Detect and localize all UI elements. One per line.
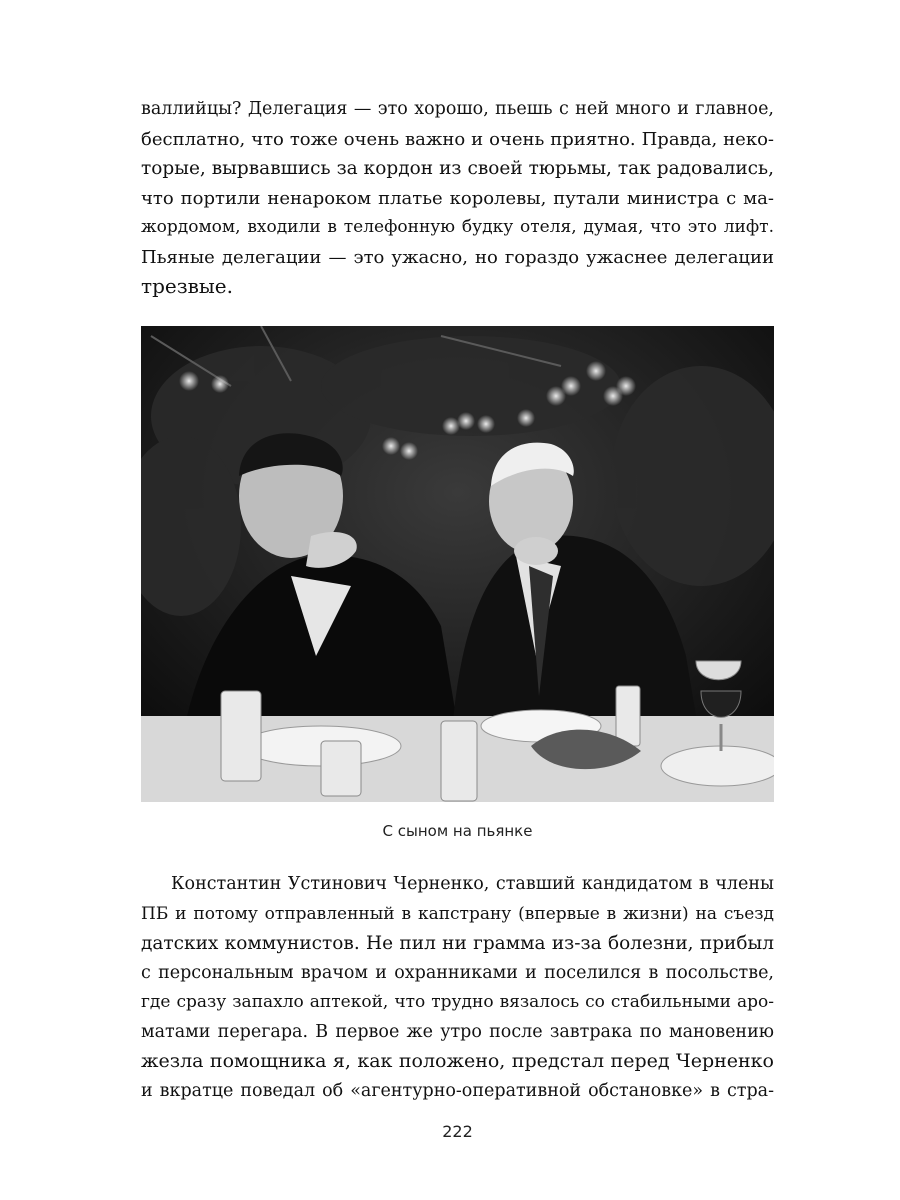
text-line: жезла помощника я, как положено, предстал перед Черненко — [141, 1050, 774, 1072]
page-number: 222 — [442, 1122, 473, 1141]
text-line: датских коммунистов. Не пил ни грамма из-за болезни, прибыл — [141, 933, 774, 954]
text-line: валлийцы? Делегация — это хорошо, пьешь с ней много и главное, — [141, 99, 774, 119]
text-line: торые, вырвавшись за кордон из своей тюрьмы, так радовались, — [141, 158, 774, 179]
text-line: жордомом, входили в телефонную будку отеля, думая, что это лифт. — [141, 217, 774, 237]
photograph — [141, 326, 774, 802]
text-line: бесплатно, что тоже очень важно и очень приятно. Правда, неко- — [141, 128, 774, 150]
text-line: ПБ и потому отправленный в капстрану (впервые в жизни) на съезд — [141, 903, 774, 924]
text-line: Константин Устинович Черненко, ставший кандидатом в члены — [171, 874, 774, 894]
text-line: Пьяные делегации — это ужасно, но гораздо ужаснее делегации — [141, 246, 774, 268]
text-line: с персональным врачом и охранниками и поселился в посольстве, — [141, 962, 774, 983]
text-line: где сразу запахло аптекой, что трудно вязалось со стабильными аро- — [141, 992, 774, 1012]
text-line: и вкратце поведал об «агентурно-оперативной обстановке» в стра- — [141, 1080, 774, 1101]
text-line: что портили ненароком платье королевы, путали министра с ма- — [141, 187, 774, 209]
bottom-paragraph — [141, 870, 774, 1106]
photo-caption: С сыном на пьянке — [382, 822, 533, 840]
photo-illustration — [141, 326, 774, 802]
top-paragraph — [141, 95, 774, 302]
text-line: матами перегара. В первое же утро после завтрака по мановению — [141, 1021, 774, 1042]
text-line: трезвые. — [141, 274, 233, 298]
